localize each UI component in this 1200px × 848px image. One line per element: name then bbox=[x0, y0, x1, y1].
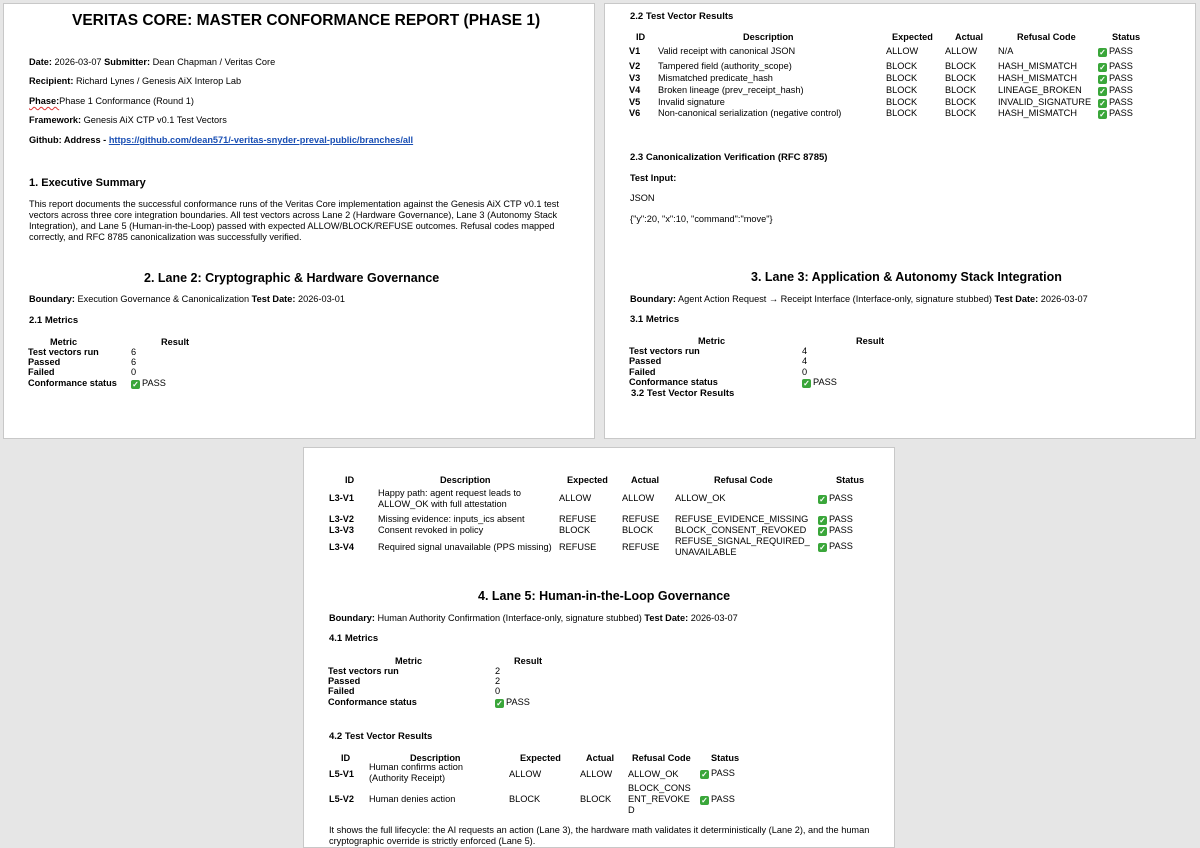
row-id: V6 bbox=[629, 108, 641, 118]
row-refusal-code: REFUSE_SIGNAL_REQUIRED_ bbox=[675, 536, 810, 546]
submitter-value: Dean Chapman / Veritas Core bbox=[152, 57, 276, 67]
row-id: V2 bbox=[629, 61, 641, 71]
metric-value: 0 bbox=[495, 686, 501, 696]
lane5-boundary-label: Boundary: bbox=[329, 613, 375, 623]
lane3-heading: 3. Lane 3: Application & Autonomy Stack Integration bbox=[751, 270, 1062, 284]
lane5-metrics-heading: 4.1 Metrics bbox=[329, 633, 379, 644]
check-mark-icon: ✓ bbox=[819, 516, 826, 525]
row-description: Valid receipt with canonical JSON bbox=[658, 46, 796, 56]
row-refusal-code: ALLOW_OK bbox=[628, 769, 679, 779]
col-header-status: Status bbox=[1112, 32, 1141, 42]
col-header-description: Description bbox=[410, 753, 461, 763]
check-mark-icon: ✓ bbox=[701, 770, 708, 779]
row-status: ✓ PASS bbox=[1099, 108, 1133, 119]
framework-label: Framework: bbox=[29, 115, 82, 125]
metric-value-status: ✓ PASS bbox=[803, 377, 837, 388]
check-mark-icon: ✓ bbox=[819, 527, 826, 536]
lane2-vectors-heading: 2.2 Test Vector Results bbox=[630, 11, 734, 22]
row-actual: BLOCK bbox=[945, 61, 977, 71]
metrics-header-result: Result bbox=[856, 336, 885, 346]
framework-line bbox=[29, 115, 227, 126]
metric-value: 6 bbox=[131, 347, 137, 357]
col-header-refusal-code: Refusal Code bbox=[1017, 32, 1076, 42]
phase-value: Phase 1 Conformance (Round 1) bbox=[59, 96, 194, 106]
row-description: Happy path: agent request leads to bbox=[378, 488, 522, 498]
metric-label: Passed bbox=[28, 357, 61, 367]
lane5-testdate-label: Test Date: bbox=[644, 613, 689, 623]
check-mark-icon: ✓ bbox=[132, 380, 139, 389]
lane3-vectors-heading: 3.2 Test Vector Results bbox=[631, 388, 735, 399]
row-status: ✓ PASS bbox=[1099, 97, 1133, 108]
recipient-value: Richard Lynes / Genesis AiX Interop Lab bbox=[75, 76, 242, 86]
row-description: Tampered field (authority_scope) bbox=[658, 61, 792, 71]
check-mark-icon: ✓ bbox=[1099, 99, 1106, 108]
row-id: L5-V1 bbox=[329, 769, 355, 779]
row-refusal-code: BLOCK_CONSENT_REVOKED bbox=[675, 525, 807, 535]
row-status: ✓ PASS bbox=[1099, 46, 1133, 57]
row-actual: REFUSE bbox=[622, 542, 660, 552]
metric-value: 6 bbox=[131, 357, 137, 367]
col-header-actual: Actual bbox=[586, 753, 615, 763]
check-mark-icon: ✓ bbox=[1099, 63, 1106, 72]
github-link[interactable]: https://github.com/dean571/-veritas-snyder-preval-public/branches/all bbox=[108, 135, 414, 145]
check-mark-icon: ✓ bbox=[1099, 110, 1106, 119]
lane3-boundary-line bbox=[630, 294, 1088, 305]
row-id: L5-V2 bbox=[329, 794, 355, 804]
report-page-2 bbox=[604, 3, 1196, 439]
row-actual: ALLOW bbox=[622, 493, 655, 503]
metrics-header-metric: Metric bbox=[50, 337, 78, 347]
row-status: ✓ PASS bbox=[819, 514, 853, 525]
row-description: Non-canonical serialization (negative control) bbox=[658, 108, 842, 118]
col-header-status: Status bbox=[836, 475, 865, 485]
check-mark-icon: ✓ bbox=[1099, 75, 1106, 84]
check-mark-icon: ✓ bbox=[819, 495, 826, 504]
lane3-testdate-value: 2026-03-07 bbox=[1040, 294, 1088, 304]
metric-label: Conformance status bbox=[28, 378, 117, 388]
report-title: VERITAS CORE: MASTER CONFORMANCE REPORT (PHASE 1) bbox=[72, 12, 541, 29]
lane5-boundary-line bbox=[329, 613, 738, 624]
metrics-header-metric: Metric bbox=[395, 656, 423, 666]
metric-label: Passed bbox=[629, 356, 662, 366]
metric-value: 4 bbox=[802, 346, 808, 356]
col-header-id: ID bbox=[341, 753, 351, 763]
row-status: ✓ PASS bbox=[1099, 61, 1133, 72]
row-refusal-code-cont: ENT_REVOKE bbox=[628, 794, 690, 804]
row-actual: BLOCK bbox=[945, 97, 977, 107]
metrics-header-result: Result bbox=[161, 337, 190, 347]
metric-label: Conformance status bbox=[328, 697, 417, 707]
lane5-testdate-value: 2026-03-07 bbox=[690, 613, 738, 623]
row-id: L3-V2 bbox=[329, 514, 355, 524]
github-line bbox=[29, 135, 413, 146]
row-expected: ALLOW bbox=[886, 46, 919, 56]
row-id: L3-V1 bbox=[329, 493, 355, 503]
row-description: Invalid signature bbox=[658, 97, 725, 107]
row-description: Consent revoked in policy bbox=[378, 525, 484, 535]
row-id: L3-V4 bbox=[329, 542, 355, 552]
row-actual: ALLOW bbox=[945, 46, 978, 56]
metrics-header-result: Result bbox=[514, 656, 543, 666]
lane2-testdate-label: Test Date: bbox=[251, 294, 296, 304]
date-line bbox=[29, 57, 275, 68]
row-description: Broken lineage (prev_receipt_hash) bbox=[658, 85, 804, 95]
closing-text: It shows the full lifecycle: the AI requests an action (Lane 3), the hardware math validates it deterministically (Lane 2), and the human cryptographic override is strictly enforced (Lane 5). bbox=[329, 825, 870, 846]
metric-label: Test vectors run bbox=[629, 346, 700, 356]
row-status: ✓ PASS bbox=[819, 525, 853, 536]
row-refusal-code: N/A bbox=[998, 46, 1014, 56]
metric-label: Conformance status bbox=[629, 377, 718, 387]
row-description-cont: ALLOW_OK with full attestation bbox=[378, 499, 507, 509]
metric-label: Test vectors run bbox=[328, 666, 399, 676]
lane2-testdate-value: 2026-03-01 bbox=[297, 294, 345, 304]
report-page-1 bbox=[3, 3, 595, 439]
lane2-boundary-value: Execution Governance & Canonicalization bbox=[77, 294, 250, 304]
row-description: Human confirms action bbox=[369, 762, 463, 772]
col-header-refusal-code: Refusal Code bbox=[714, 475, 773, 485]
lane2-boundary-line bbox=[29, 294, 345, 305]
row-refusal-code: BLOCK_CONS bbox=[628, 783, 691, 793]
row-expected: REFUSE bbox=[559, 542, 597, 552]
report-page-3 bbox=[303, 447, 895, 848]
row-status: ✓ PASS bbox=[701, 794, 735, 805]
check-mark-icon: ✓ bbox=[701, 796, 708, 805]
row-id: V1 bbox=[629, 46, 641, 56]
row-actual: REFUSE bbox=[622, 514, 660, 524]
col-header-status: Status bbox=[711, 753, 740, 763]
row-refusal-code: HASH_MISMATCH bbox=[998, 61, 1077, 71]
row-actual: BLOCK bbox=[945, 73, 977, 83]
check-mark-icon: ✓ bbox=[819, 543, 826, 552]
date-value: 2026-03-07 bbox=[54, 57, 102, 67]
lane3-boundary-label: Boundary: bbox=[630, 294, 676, 304]
row-expected: BLOCK bbox=[886, 85, 918, 95]
row-refusal-code: HASH_MISMATCH bbox=[998, 108, 1077, 118]
row-expected: BLOCK bbox=[559, 525, 591, 535]
lane5-heading: 4. Lane 5: Human-in-the-Loop Governance bbox=[478, 589, 731, 603]
row-actual: BLOCK bbox=[580, 794, 612, 804]
row-description: Mismatched predicate_hash bbox=[658, 73, 773, 83]
metric-label: Test vectors run bbox=[28, 347, 99, 357]
metric-value: 4 bbox=[802, 356, 808, 366]
metric-label: Failed bbox=[328, 686, 355, 696]
exec-summary-heading: 1. Executive Summary bbox=[29, 177, 146, 189]
row-id: V3 bbox=[629, 73, 641, 83]
col-header-expected: Expected bbox=[520, 753, 561, 763]
recipient-line bbox=[29, 76, 241, 87]
row-expected: BLOCK bbox=[509, 794, 541, 804]
metrics-header-metric: Metric bbox=[698, 336, 726, 346]
row-actual: BLOCK bbox=[945, 108, 977, 118]
col-header-description: Description bbox=[743, 32, 794, 42]
submitter-label: Submitter: bbox=[104, 57, 151, 67]
row-refusal-code: HASH_MISMATCH bbox=[998, 73, 1077, 83]
lane3-testdate-label: Test Date: bbox=[994, 294, 1039, 304]
row-status: ✓ PASS bbox=[819, 541, 853, 552]
col-header-actual: Actual bbox=[955, 32, 984, 42]
date-label: Date: bbox=[29, 57, 52, 67]
phase-line bbox=[29, 96, 194, 107]
row-refusal-code-cont: UNAVAILABLE bbox=[675, 547, 737, 557]
json-value: {"y":20, "x":10, "command":"move"} bbox=[630, 214, 773, 224]
lane2-metrics-heading: 2.1 Metrics bbox=[29, 315, 79, 326]
row-id: L3-V3 bbox=[329, 525, 355, 535]
lane3-boundary-value: Agent Action Request → Receipt Interface (Interface-only, signature stubbed) bbox=[677, 294, 992, 304]
canon-heading: 2.3 Canonicalization Verification (RFC 8785) bbox=[630, 152, 828, 163]
check-mark-icon: ✓ bbox=[496, 699, 503, 708]
check-mark-icon: ✓ bbox=[1099, 48, 1106, 57]
recipient-label: Recipient: bbox=[29, 76, 74, 86]
json-label: JSON bbox=[630, 193, 655, 203]
row-description: Missing evidence: inputs_ics absent bbox=[378, 514, 525, 524]
test-input-label: Test Input: bbox=[630, 173, 677, 183]
row-refusal-code-cont: D bbox=[628, 805, 635, 815]
row-expected: BLOCK bbox=[886, 108, 918, 118]
check-mark-icon: ✓ bbox=[1099, 87, 1106, 96]
row-expected: ALLOW bbox=[559, 493, 592, 503]
row-description: Required signal unavailable (PPS missing) bbox=[378, 542, 552, 552]
exec-summary-text: This report documents the successful conformance runs of the Veritas Core implementation against the Genesis AiX CTP v0.1 test vectors across three core integration boundaries. All test vectors across Lane 2 (Hardware Governance), Lane 3 (Autonomy Stack Integration), and Lane 5 (Human-in-the-Loop) passed with expected ALLOW/BLOCK/REFUSE outcomes. Refusal codes mapped correctly, and RFC 8785 canonicalization was successfully verified. bbox=[29, 199, 559, 242]
row-expected: BLOCK bbox=[886, 97, 918, 107]
phase-label: Phase: bbox=[29, 96, 60, 106]
col-header-description: Description bbox=[440, 475, 491, 485]
col-header-actual: Actual bbox=[631, 475, 660, 485]
row-expected: REFUSE bbox=[559, 514, 597, 524]
row-id: V4 bbox=[629, 85, 641, 95]
lane2-heading: 2. Lane 2: Cryptographic & Hardware Governance bbox=[144, 271, 440, 285]
col-header-refusal-code: Refusal Code bbox=[632, 753, 691, 763]
row-refusal-code: ALLOW_OK bbox=[675, 493, 726, 503]
row-id: V5 bbox=[629, 97, 641, 107]
row-actual: ALLOW bbox=[580, 769, 613, 779]
row-actual: BLOCK bbox=[945, 85, 977, 95]
metric-label: Passed bbox=[328, 676, 361, 686]
metric-value: 0 bbox=[131, 367, 137, 377]
col-header-id: ID bbox=[636, 32, 646, 42]
metric-value: 2 bbox=[495, 676, 501, 686]
row-status: ✓ PASS bbox=[819, 493, 853, 504]
lane3-metrics-heading: 3.1 Metrics bbox=[630, 314, 680, 325]
row-description-cont: (Authority Receipt) bbox=[369, 773, 446, 783]
row-refusal-code: REFUSE_EVIDENCE_MISSING bbox=[675, 514, 809, 524]
framework-value: Genesis AiX CTP v0.1 Test Vectors bbox=[83, 115, 227, 125]
metric-value: 2 bbox=[495, 666, 501, 676]
row-refusal-code: INVALID_SIGNATURE bbox=[998, 97, 1092, 107]
github-label: Github: Address - bbox=[29, 135, 107, 145]
row-refusal-code: LINEAGE_BROKEN bbox=[998, 85, 1082, 95]
row-expected: ALLOW bbox=[509, 769, 542, 779]
col-header-id: ID bbox=[345, 475, 355, 485]
lane5-vectors-heading: 4.2 Test Vector Results bbox=[329, 731, 433, 742]
row-expected: BLOCK bbox=[886, 73, 918, 83]
metric-value-status: ✓ PASS bbox=[496, 697, 530, 708]
metric-label: Failed bbox=[629, 367, 656, 377]
row-description: Human denies action bbox=[369, 794, 456, 804]
lane2-boundary-label: Boundary: bbox=[29, 294, 75, 304]
col-header-expected: Expected bbox=[892, 32, 933, 42]
col-header-expected: Expected bbox=[567, 475, 608, 485]
row-status: ✓ PASS bbox=[701, 768, 735, 779]
row-status: ✓ PASS bbox=[1099, 85, 1133, 96]
row-actual: BLOCK bbox=[622, 525, 654, 535]
check-mark-icon: ✓ bbox=[803, 379, 810, 388]
metric-value: 0 bbox=[802, 367, 808, 377]
row-expected: BLOCK bbox=[886, 61, 918, 71]
metric-label: Failed bbox=[28, 367, 55, 377]
metric-value-status: ✓ PASS bbox=[132, 378, 166, 389]
row-status: ✓ PASS bbox=[1099, 73, 1133, 84]
lane5-boundary-value: Human Authority Confirmation (Interface-only, signature stubbed) bbox=[377, 613, 642, 623]
